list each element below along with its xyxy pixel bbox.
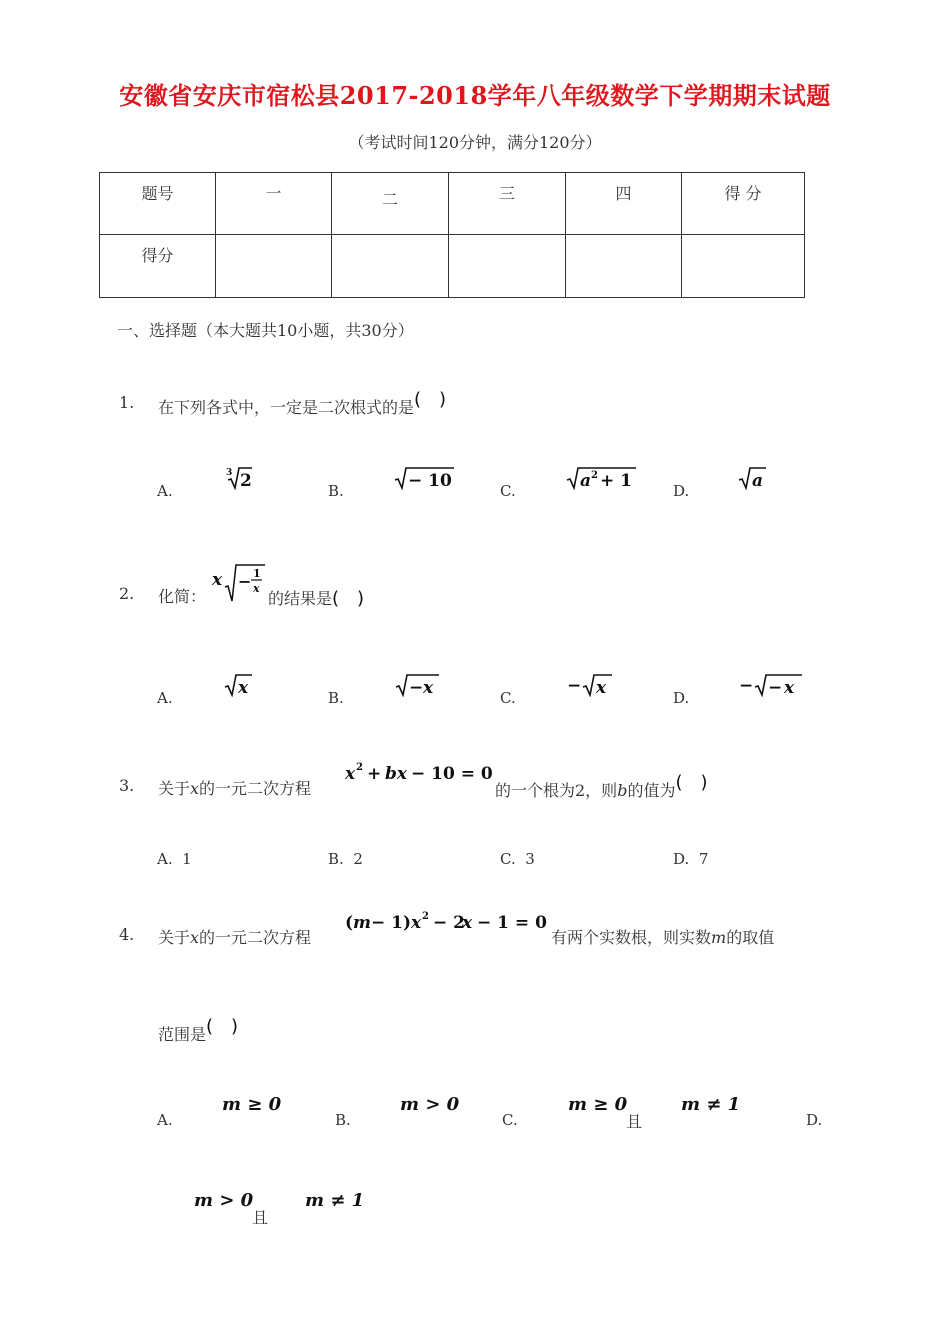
- option-math: [395, 673, 441, 701]
- score-cell[interactable]: [449, 235, 566, 298]
- svg-text:x: x: [462, 913, 473, 933]
- option-label: A.: [157, 689, 173, 707]
- sqrt-x-icon: [224, 673, 254, 697]
- question-text-end: [551, 925, 774, 948]
- question-stem: 有两个实数根，则实数: [551, 928, 712, 947]
- svg-text:x: x: [238, 678, 249, 697]
- svg-text:x: x: [411, 913, 422, 933]
- option-math: [394, 466, 456, 494]
- variable-b: b: [617, 781, 628, 800]
- svg-text:x: x: [423, 678, 434, 697]
- option-math: [566, 464, 638, 494]
- sqrt-a-icon: [738, 466, 768, 490]
- option-label: D.: [673, 689, 690, 707]
- option-label: D.: [673, 482, 690, 500]
- score-table: [99, 172, 805, 298]
- option-label: D.: [806, 1111, 823, 1129]
- option-label: B.: [335, 1111, 351, 1129]
- svg-text:x: x: [345, 764, 356, 784]
- option-math: m > 0: [194, 1190, 254, 1211]
- svg-text:1: 1: [253, 567, 261, 580]
- sqrt-neg-x-icon: [395, 673, 441, 697]
- svg-text:2: 2: [356, 762, 363, 773]
- svg-text:x: x: [212, 570, 223, 590]
- question-stem: 的一元二次方程: [199, 779, 312, 798]
- question-text-end: [495, 772, 708, 802]
- svg-text:−: −: [409, 678, 424, 697]
- svg-text:+: +: [367, 764, 382, 784]
- option-math: m > 0: [400, 1094, 460, 1115]
- answer-bracket: ( ): [675, 772, 708, 793]
- svg-text:+ 1: + 1: [600, 471, 632, 490]
- svg-text:x: x: [253, 582, 260, 595]
- option-item: B. 2: [328, 850, 363, 868]
- svg-text:−: −: [238, 572, 252, 591]
- table-row-label: 得分: [100, 235, 216, 298]
- question-stem: 的一个根为2，则: [495, 781, 618, 800]
- conjunction: 且: [626, 1112, 643, 1131]
- option-label: A.: [157, 482, 173, 500]
- svg-text:x: x: [596, 678, 607, 697]
- svg-text:− 2: − 2: [433, 913, 465, 933]
- svg-text:m: m: [353, 913, 371, 933]
- question-number: 3.: [119, 776, 135, 795]
- section-heading: 一、选择题（本大题共10小题，共30分）: [117, 321, 414, 340]
- question-text: [158, 389, 447, 419]
- svg-text:2: 2: [591, 470, 598, 481]
- question-expression: [345, 907, 550, 939]
- neg-sqrt-x-icon: [566, 673, 614, 697]
- neg-sqrt-neg-x-icon: [738, 673, 804, 697]
- option-math: m ≠ 1: [305, 1190, 365, 1211]
- conjunction: 且: [252, 1208, 269, 1227]
- svg-text:−: −: [739, 676, 754, 696]
- table-header-cell: 题号: [100, 173, 216, 235]
- svg-text:−: −: [768, 678, 783, 697]
- variable-m: m: [711, 928, 727, 947]
- equation-expression: [345, 907, 550, 935]
- question-expression: [345, 758, 495, 788]
- svg-text:x: x: [784, 678, 795, 697]
- score-cell[interactable]: [566, 235, 682, 298]
- svg-text:− 1): − 1): [371, 913, 412, 933]
- svg-text:− 10 = 0: − 10 = 0: [411, 764, 493, 784]
- equation-expression: [345, 758, 495, 784]
- table-header-cell: 二: [332, 173, 449, 235]
- svg-text:a: a: [752, 471, 764, 490]
- question-stem: 关于: [158, 928, 191, 947]
- question-stem: 关于: [158, 779, 191, 798]
- question-stem: 的取值: [726, 928, 775, 947]
- variable-x: x: [190, 928, 200, 947]
- svg-text:− 10: − 10: [408, 471, 452, 490]
- question-number: 2.: [119, 584, 135, 603]
- option-label: C.: [500, 482, 516, 500]
- question-number: 1.: [119, 393, 135, 412]
- answer-bracket: ( ): [332, 588, 365, 609]
- table-header-cell: 四: [566, 173, 682, 235]
- score-cell[interactable]: [216, 235, 332, 298]
- x-sqrt-neg-1-over-x-icon: [211, 563, 267, 603]
- svg-text:3: 3: [226, 468, 233, 478]
- question-text-line2: [158, 1016, 239, 1046]
- variable-x: x: [190, 779, 200, 798]
- question-stem: 范围是: [158, 1025, 207, 1044]
- sqrt-neg10-icon: [394, 466, 456, 490]
- option-item: D. 7: [673, 850, 709, 868]
- question-stem: 的一元二次方程: [199, 928, 312, 947]
- question-text-end: [268, 584, 364, 610]
- question-stem: 的结果是: [268, 589, 333, 608]
- question-stem: 化简：: [158, 587, 207, 606]
- score-cell[interactable]: [682, 235, 805, 298]
- cube-root-2-icon: [226, 466, 252, 490]
- svg-text:(: (: [345, 913, 354, 933]
- question-text: [158, 584, 206, 607]
- svg-text:− 1 = 0: − 1 = 0: [477, 913, 547, 933]
- exam-info: （考试时间120分钟，满分120分）: [348, 133, 602, 152]
- option-math: m ≥ 0: [568, 1094, 628, 1115]
- option-math: [566, 673, 614, 701]
- option-label: C.: [502, 1111, 518, 1129]
- option-math: m ≥ 0: [222, 1094, 282, 1115]
- document-title: 安徽省安庆市宿松县2017-2018学年八年级数学下学期期末试题: [119, 81, 831, 110]
- table-header-cell: 一: [216, 173, 332, 235]
- option-math: [224, 673, 254, 701]
- question-stem: 在下列各式中，一定是二次根式的是: [158, 398, 415, 417]
- sqrt-a2-plus-1-icon: [566, 464, 638, 490]
- option-label: B.: [328, 689, 344, 707]
- svg-text:bx: bx: [385, 764, 408, 784]
- answer-bracket: ( ): [414, 389, 447, 410]
- option-label: B.: [328, 482, 344, 500]
- question-expression: [211, 563, 267, 607]
- option-label: C.: [500, 689, 516, 707]
- question-number: 4.: [119, 925, 135, 944]
- table-header-cell: 三: [449, 173, 566, 235]
- option-math: [738, 466, 768, 494]
- option-math: m ≠ 1: [681, 1094, 741, 1115]
- table-header-cell: 得 分: [682, 173, 805, 235]
- svg-text:2: 2: [240, 471, 252, 490]
- option-math: [226, 466, 252, 495]
- question-text: [158, 776, 311, 799]
- option-item: A. 1: [157, 850, 192, 868]
- question-stem: 的值为: [627, 781, 676, 800]
- svg-text:2: 2: [422, 911, 429, 922]
- option-label: A.: [157, 1111, 173, 1129]
- option-math: [738, 673, 804, 701]
- score-cell[interactable]: [332, 235, 449, 298]
- question-text: [158, 925, 311, 948]
- svg-text:−: −: [567, 676, 582, 696]
- answer-bracket: ( ): [206, 1016, 239, 1037]
- svg-text:a: a: [580, 471, 592, 490]
- option-item: C. 3: [500, 850, 535, 868]
